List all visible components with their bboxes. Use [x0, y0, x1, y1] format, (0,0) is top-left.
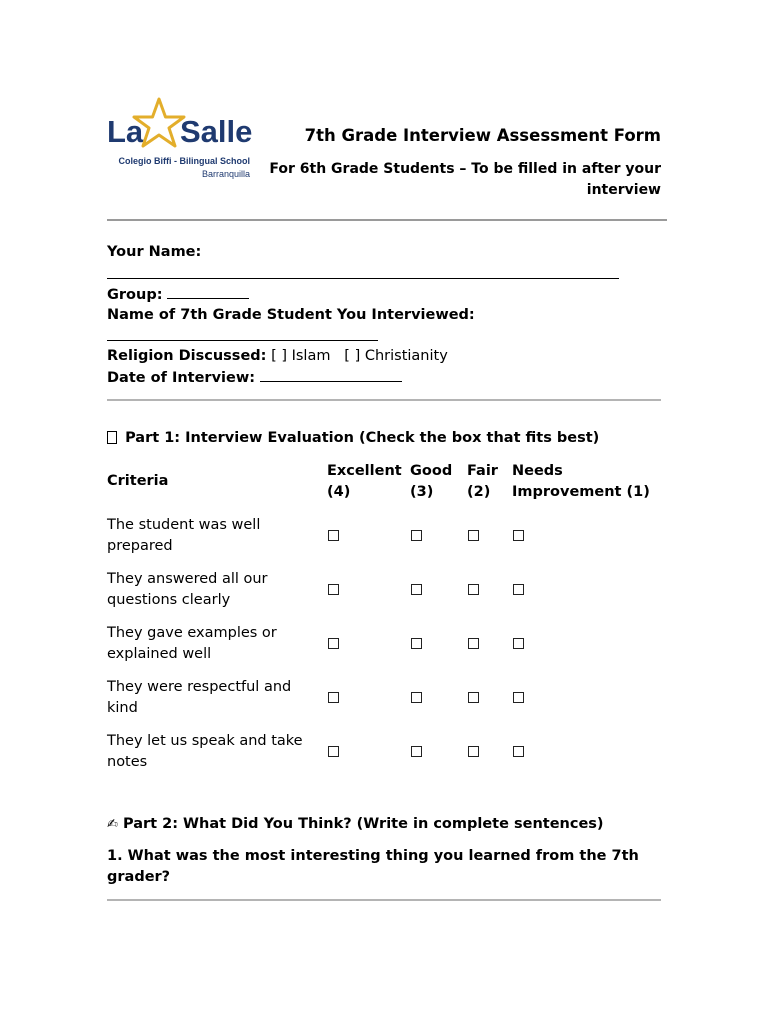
criteria-row-2-label: They answered all our questions clearly [107, 571, 268, 608]
la-salle-logo-graphic [107, 97, 253, 183]
checkbox-row1-needs[interactable] [513, 530, 524, 541]
clipboard-icon [107, 431, 117, 444]
needs-improvement-header: Needs Improvement (1) [512, 463, 650, 500]
group-row [107, 284, 249, 306]
date-row [107, 367, 402, 389]
header-divider [107, 219, 667, 221]
excellent-header: Excellent (4) [327, 463, 402, 500]
your-name-field[interactable] [107, 264, 619, 279]
logo-school-text: Colegio Biffi - Bilingual School [118, 156, 250, 166]
writing-hand-icon: ✍ [107, 817, 118, 832]
criteria-row-4-label: They were respectful and kind [107, 679, 292, 716]
checkbox-row2-excellent[interactable] [328, 584, 339, 595]
answer-line-1[interactable] [107, 899, 661, 901]
interviewed-student-field-row [107, 326, 378, 348]
criteria-row-3-label: They gave examples or explained well [107, 625, 277, 662]
part1-heading: Part 1: Interview Evaluation (Check the box that fits best) [125, 430, 600, 446]
group-label: Group: [107, 287, 163, 303]
checkbox-row2-good[interactable] [411, 584, 422, 595]
checkbox-row5-good[interactable] [411, 746, 422, 757]
your-name-label: Your Name: [107, 244, 202, 260]
page-subtitle: For 6th Grade Students – To be filled in after your interview [269, 161, 661, 198]
checkbox-row5-fair[interactable] [468, 746, 479, 757]
question-1: 1. What was the most interesting thing you learned from the 7th grader? [107, 848, 639, 885]
interviewed-student-field[interactable] [107, 326, 378, 341]
checkbox-row3-excellent[interactable] [328, 638, 339, 649]
criteria-header: Criteria [107, 473, 169, 489]
checkbox-row4-good[interactable] [411, 692, 422, 703]
section-divider-1 [107, 399, 661, 401]
criteria-row-5-label: They let us speak and take notes [107, 733, 303, 770]
interviewed-student-row [107, 305, 475, 326]
checkbox-row1-excellent[interactable] [328, 530, 339, 541]
checkbox-row1-fair[interactable] [468, 530, 479, 541]
checkbox-row5-excellent[interactable] [328, 746, 339, 757]
checkbox-row4-needs[interactable] [513, 692, 524, 703]
checkbox-row2-fair[interactable] [468, 584, 479, 595]
checkbox-row4-excellent[interactable] [328, 692, 339, 703]
religion-option-christianity[interactable]: [ ] Christianity [344, 348, 448, 364]
checkbox-row4-fair[interactable] [468, 692, 479, 703]
group-field[interactable] [167, 284, 249, 299]
page-title: 7th Grade Interview Assessment Form [304, 126, 661, 145]
checkbox-row3-needs[interactable] [513, 638, 524, 649]
checkbox-row2-needs[interactable] [513, 584, 524, 595]
criteria-row-1-label: The student was well prepared [107, 517, 261, 554]
checkbox-row1-good[interactable] [411, 530, 422, 541]
checkbox-row3-fair[interactable] [468, 638, 479, 649]
part2-heading: Part 2: What Did You Think? (Write in complete sentences) [122, 816, 604, 832]
logo-la-text: La [107, 114, 144, 149]
interviewed-student-label: Name of 7th Grade Student You Interviewed: [107, 307, 475, 323]
part1-heading-row [107, 430, 599, 446]
your-name-field-row [107, 264, 619, 286]
good-header: Good (3) [410, 463, 453, 500]
fair-header: Fair (2) [467, 463, 498, 500]
logo-salle-text: Salle [180, 114, 253, 149]
part2-heading-row [107, 816, 604, 832]
religion-option-islam[interactable]: [ ] Islam [271, 348, 331, 364]
date-field[interactable] [260, 367, 402, 382]
religion-label: Religion Discussed: [107, 348, 267, 364]
religion-row [107, 346, 448, 367]
checkbox-row5-needs[interactable] [513, 746, 524, 757]
checkbox-row3-good[interactable] [411, 638, 422, 649]
your-name-row [107, 242, 201, 263]
la-salle-logo [107, 97, 253, 183]
logo-city-text: Barranquilla [201, 169, 250, 179]
date-label: Date of Interview: [107, 370, 256, 386]
